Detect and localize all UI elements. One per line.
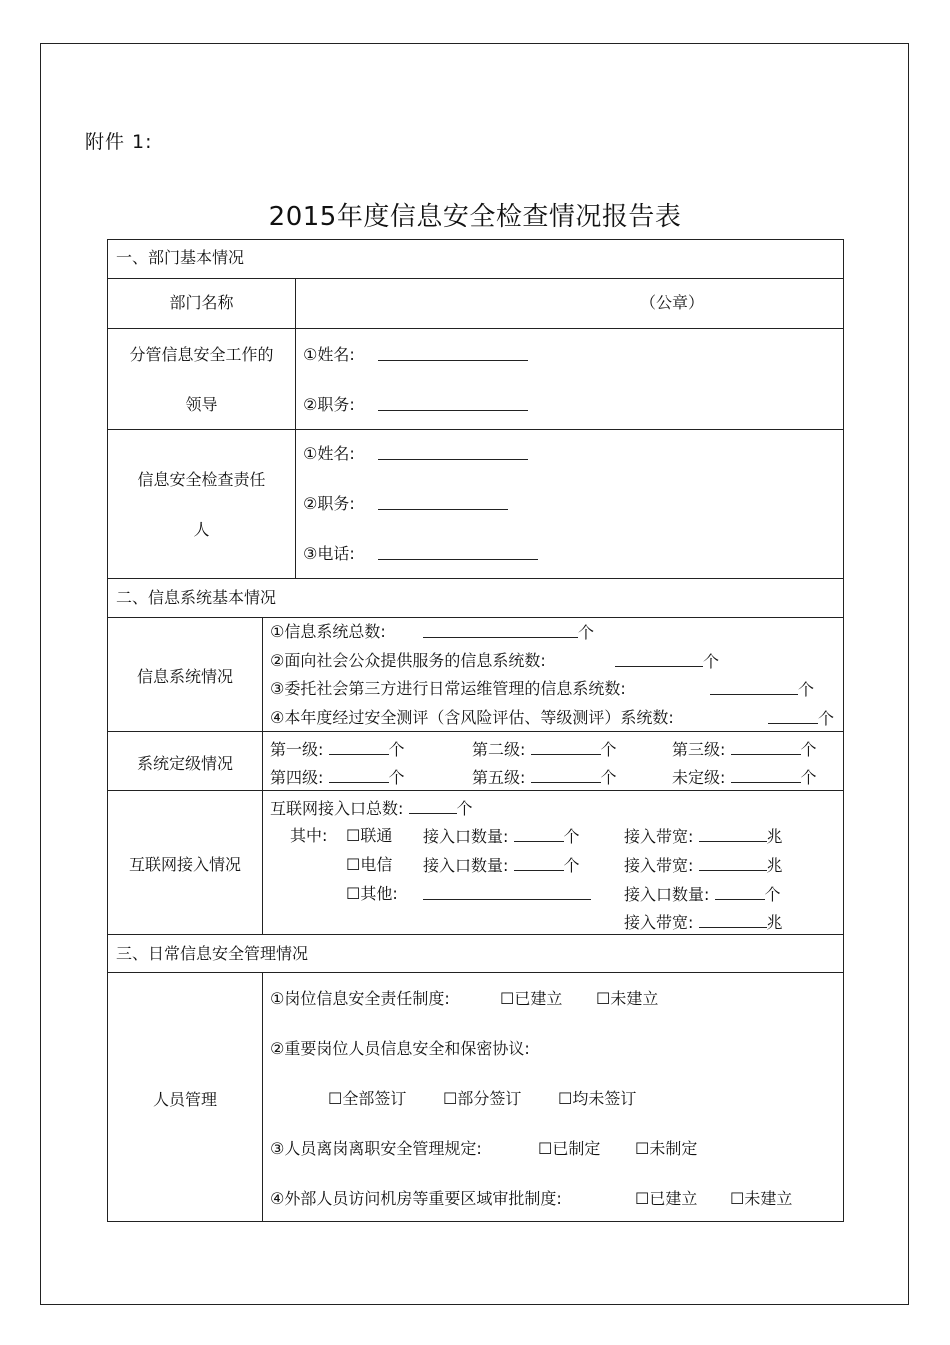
attachment-label: 附件 1: <box>85 131 153 153</box>
isp-unicom-checkbox[interactable]: ☐联通 <box>346 826 393 845</box>
resp-phone-field[interactable] <box>378 544 538 565</box>
internet-label: 互联网接入情况 <box>128 855 241 874</box>
grade-label: 未定级: <box>672 768 726 787</box>
unit-label: 个 <box>703 652 720 671</box>
unit-label: 个 <box>456 799 473 818</box>
item2-option-all-signed[interactable]: ☐全部签订 <box>328 1089 407 1108</box>
personnel-label: 人员管理 <box>152 1090 217 1109</box>
grade-4[interactable] <box>270 767 405 788</box>
unit-label: 个 <box>800 740 817 759</box>
unit-label: 个 <box>818 709 835 728</box>
section1-heading: 一、部门基本情况 <box>116 248 245 267</box>
internet-total-label: 互联网接入口总数: <box>270 799 404 818</box>
resp-position-field[interactable] <box>378 494 508 515</box>
grade-label: 第五级: <box>472 768 526 787</box>
unicom-port-count[interactable] <box>423 826 580 847</box>
systems-line-4: ④本年度经过安全测评（含风险评估、等级测评）系统数: <box>270 708 674 727</box>
bandwidth-label: 接入带宽: <box>624 856 694 875</box>
resp-phone-label: ③电话: <box>303 544 355 563</box>
isp-other-checkbox[interactable]: ☐其他: <box>346 884 398 903</box>
systems-line-3: ③委托社会第三方进行日常运维管理的信息系统数: <box>270 679 626 698</box>
unit-label: 个 <box>600 740 617 759</box>
resp-position-label: ②职务: <box>303 494 355 513</box>
systems-public-field[interactable] <box>615 651 719 672</box>
port-count-label: 接入口数量: <box>423 827 509 846</box>
isp-telecom-checkbox[interactable]: ☐电信 <box>346 855 393 874</box>
among-label: 其中: <box>290 826 328 845</box>
systems-evaluated-field[interactable] <box>768 708 834 729</box>
grade-none[interactable] <box>672 767 817 788</box>
other-bandwidth[interactable] <box>624 912 783 933</box>
grade-label: 第二级: <box>472 740 526 759</box>
unit-label: 个 <box>764 885 781 904</box>
resp-name-field[interactable] <box>378 444 528 465</box>
grade-label: 第三级: <box>672 740 726 759</box>
item4-option-not-established[interactable]: ☐未建立 <box>730 1189 793 1208</box>
item3-option-formulated[interactable]: ☐已制定 <box>538 1139 601 1158</box>
item4-option-established[interactable]: ☐已建立 <box>635 1189 698 1208</box>
systems-outsourced-field[interactable] <box>710 679 814 700</box>
item1-option-established[interactable]: ☐已建立 <box>500 989 563 1008</box>
leader-label-line2: 领导 <box>185 395 218 414</box>
telecom-port-count[interactable] <box>423 855 580 876</box>
dept-name-label: 部门名称 <box>169 293 234 312</box>
unit-label: 个 <box>800 768 817 787</box>
unit-label: 兆 <box>766 913 783 932</box>
unicom-bandwidth[interactable] <box>624 826 783 847</box>
systems-line-2: ②面向社会公众提供服务的信息系统数: <box>270 651 546 670</box>
unit-label: 个 <box>798 680 815 699</box>
grading-label: 系统定级情况 <box>136 754 233 773</box>
item3-option-not-formulated[interactable]: ☐未制定 <box>635 1139 698 1158</box>
unit-label: 个 <box>563 827 580 846</box>
port-count-label: 接入口数量: <box>423 856 509 875</box>
bandwidth-label: 接入带宽: <box>624 827 694 846</box>
personnel-item-4: ④外部人员访问机房等重要区域审批制度: <box>270 1189 562 1208</box>
grade-3[interactable] <box>672 739 817 760</box>
unit-label: 兆 <box>766 827 783 846</box>
section3-heading: 三、日常信息安全管理情况 <box>116 944 309 963</box>
grade-1[interactable] <box>270 739 405 760</box>
systems-line-1: ①信息系统总数: <box>270 622 386 641</box>
resp-label-line1: 信息安全检查责任 <box>137 470 266 489</box>
resp-label-cell <box>107 429 296 579</box>
grade-2[interactable] <box>472 739 617 760</box>
systems-total-field[interactable] <box>423 622 594 643</box>
personnel-item-3: ③人员离岗离职安全管理规定: <box>270 1139 482 1158</box>
personnel-item-1: ①岗位信息安全责任制度: <box>270 989 450 1008</box>
leader-name-label: ①姓名: <box>303 345 355 364</box>
unit-label: 个 <box>388 768 405 787</box>
internet-total[interactable] <box>270 798 473 819</box>
grade-label: 第四级: <box>270 768 324 787</box>
item2-option-none-signed[interactable]: ☐均未签订 <box>558 1089 637 1108</box>
leader-label-line1: 分管信息安全工作的 <box>129 345 274 364</box>
telecom-bandwidth[interactable] <box>624 855 783 876</box>
leader-name-field[interactable] <box>378 345 528 366</box>
grade-5[interactable] <box>472 767 617 788</box>
unit-label: 个 <box>563 856 580 875</box>
resp-label-line2: 人 <box>193 520 210 539</box>
item2-option-partly-signed[interactable]: ☐部分签订 <box>443 1089 522 1108</box>
leader-position-field[interactable] <box>378 395 528 416</box>
dept-name-field[interactable] <box>295 278 844 329</box>
isp-other-field[interactable] <box>423 884 591 905</box>
bandwidth-label: 接入带宽: <box>624 913 694 932</box>
unit-label: 个 <box>600 768 617 787</box>
port-count-label: 接入口数量: <box>624 885 710 904</box>
item1-option-not-established[interactable]: ☐未建立 <box>596 989 659 1008</box>
grade-label: 第一级: <box>270 740 324 759</box>
section2-heading: 二、信息系统基本情况 <box>116 588 277 607</box>
personnel-item-2: ②重要岗位人员信息安全和保密协议: <box>270 1039 530 1058</box>
unit-label: 个 <box>388 740 405 759</box>
seal-label: （公章） <box>640 293 705 312</box>
unit-label: 兆 <box>766 856 783 875</box>
unit-label: 个 <box>578 623 595 642</box>
systems-label: 信息系统情况 <box>136 667 233 686</box>
resp-name-label: ①姓名: <box>303 444 355 463</box>
other-port-count[interactable] <box>624 884 781 905</box>
document-title: 2015年度信息安全检查情况报告表 <box>268 202 682 232</box>
leader-position-label: ②职务: <box>303 395 355 414</box>
